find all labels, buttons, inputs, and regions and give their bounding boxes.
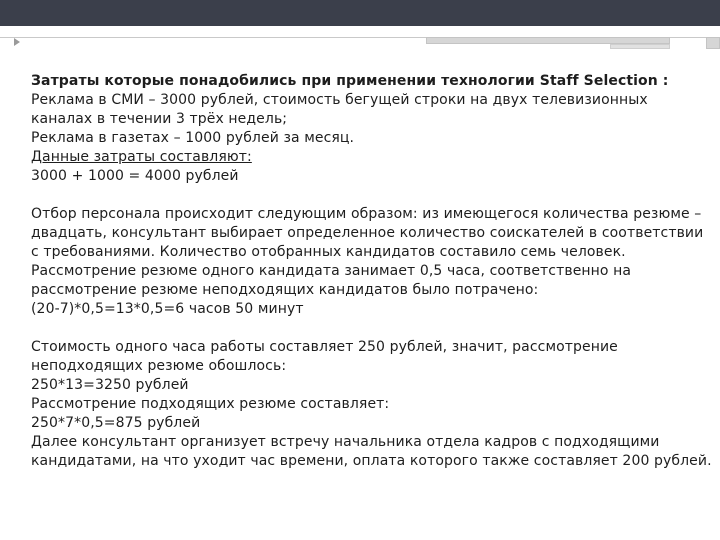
text-line: Далее консультант организует встречу начальника отдела кадров с подходящими: [31, 434, 660, 450]
header-accent-small: [610, 44, 670, 49]
text-line: рассмотрение резюме неподходящих кандидатов было потрачено:: [31, 282, 539, 298]
text-line: каналах в течении 3 трёх недель;: [31, 111, 288, 127]
text-line: неподходящих резюме обошлось:: [31, 358, 287, 374]
paragraph-gap: [31, 186, 706, 205]
text-line: кандидатами, на что уходит час времени, оплата которого также составляет 200 рублей.: [31, 453, 712, 469]
text-line: двадцать, консультант выбирает определенное количество соискателей в соответствии: [31, 225, 704, 241]
text-line: Стоимость одного часа работы составляет 250 рублей, значит, рассмотрение: [31, 339, 618, 355]
text-line: 250*13=3250 рублей: [31, 377, 189, 393]
header-accent-corner: [706, 37, 720, 49]
text-line: (20-7)*0,5=13*0,5=6 часов 50 минут: [31, 301, 304, 317]
slide-body: [31, 72, 712, 471]
text-line: Реклама в СМИ – 3000 рублей, стоимость бегущей строки на двух телевизионных: [31, 92, 648, 108]
header-accent-block: [426, 37, 670, 44]
paragraph-gap: [31, 319, 706, 338]
text-line: Отбор персонала происходит следующим образом: из имеющегося количества резюме –: [31, 206, 702, 222]
text-line: Реклама в газетах – 1000 рублей за месяц.: [31, 130, 355, 146]
bullet-triangle-icon: [14, 38, 20, 46]
cost-heading: Затраты которые понадобились при применении технологии Staff Selection :: [31, 73, 669, 89]
text-line-underlined: Данные затраты составляют:: [31, 149, 252, 165]
text-line: Рассмотрение подходящих резюме составляет:: [31, 396, 390, 412]
text-line: Рассмотрение резюме одного кандидата занимает 0,5 часа, соответственно на: [31, 263, 632, 279]
text-line: 250*7*0,5=875 рублей: [31, 415, 201, 431]
text-line: с требованиями. Количество отобранных кандидатов составило семь человек.: [31, 244, 626, 260]
text-line: 3000 + 1000 = 4000 рублей: [31, 168, 239, 184]
slide-header-bar: [0, 0, 720, 26]
